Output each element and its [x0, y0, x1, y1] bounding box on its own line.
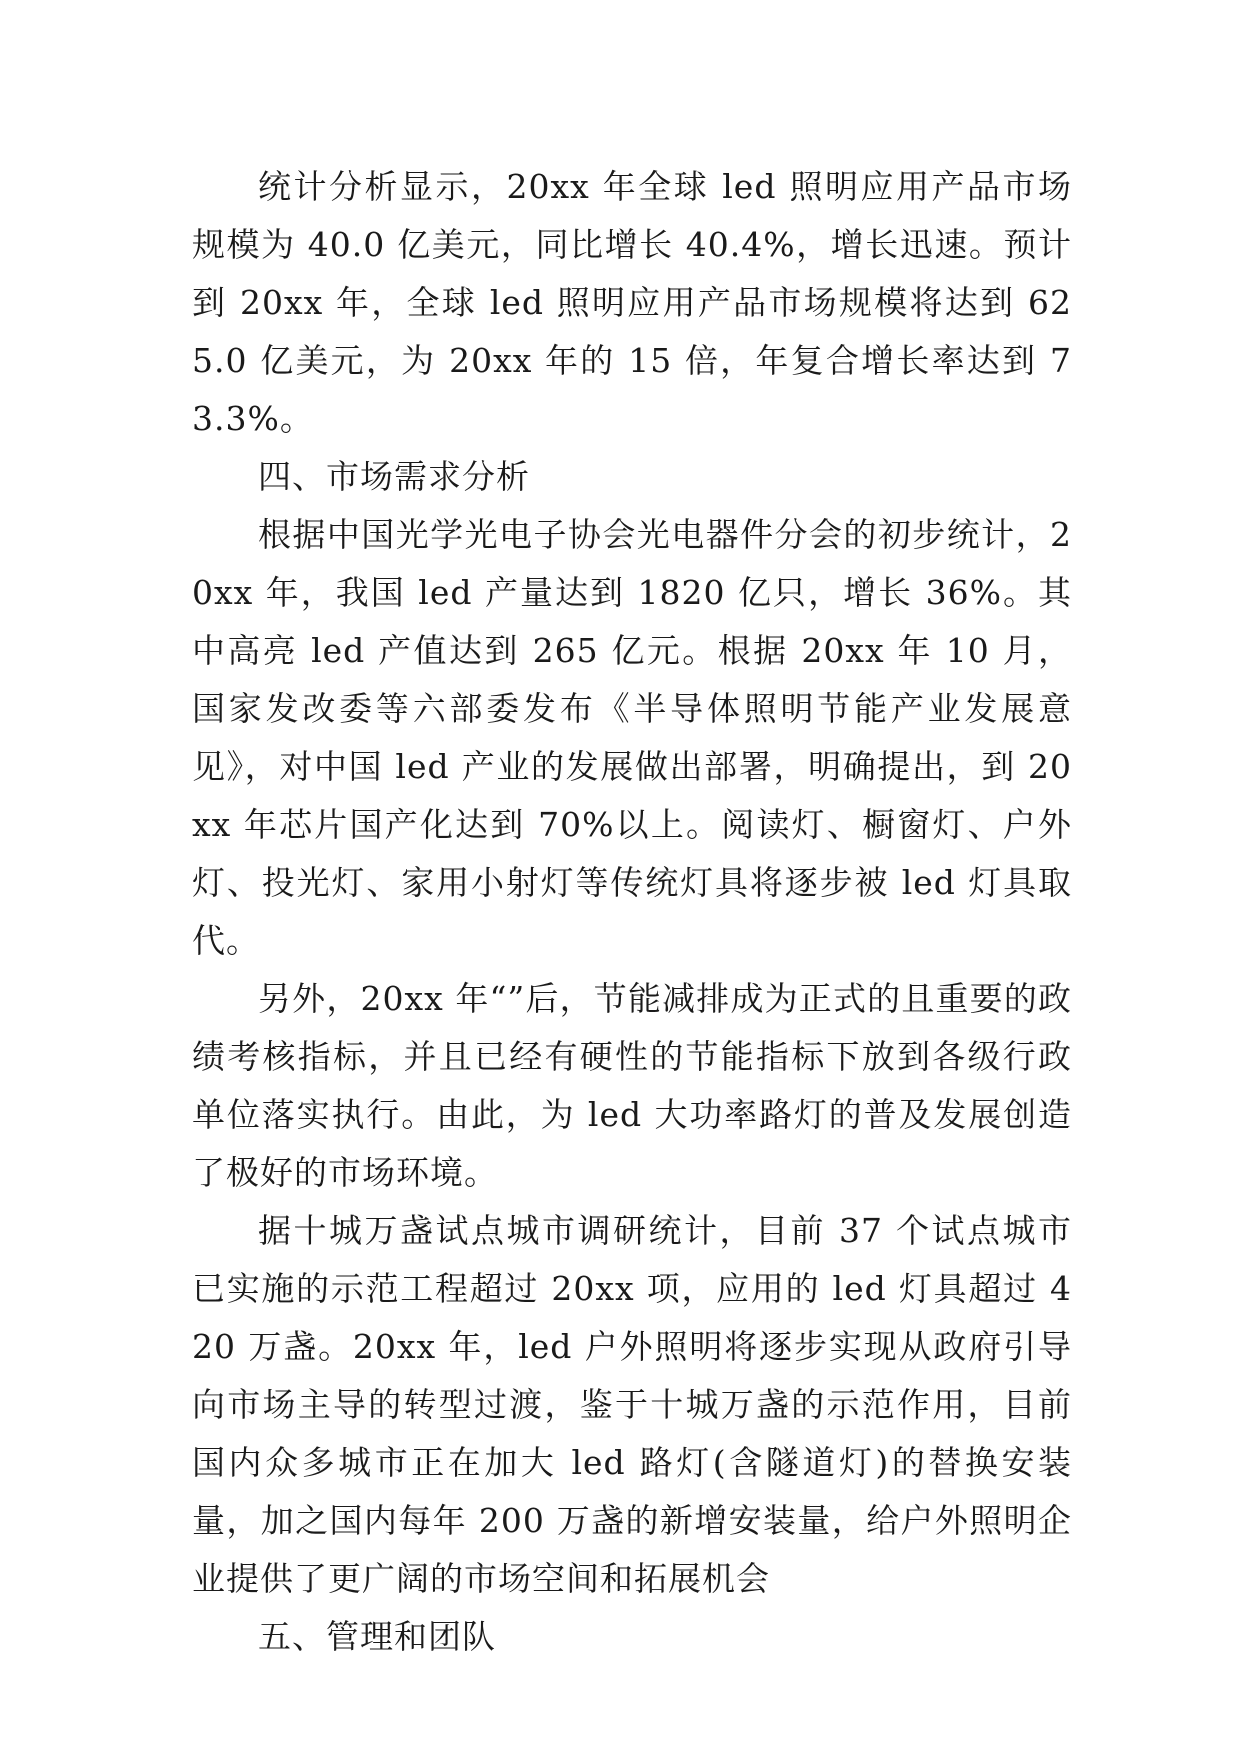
section-heading-market-demand: 四、市场需求分析 [258, 457, 530, 496]
paragraph-energy-saving-policy: 另外，20xx 年“”后，节能减排成为正式的且重要的政绩考核指标，并且已经有硬性的节能指标下放到各级行政单位落实执行。由此，为 led 大功率路灯的普及发展创造了极好的市场环境。 [192, 979, 1072, 1192]
paragraph-pilot-cities: 据十城万盏试点城市调研统计，目前 37 个试点城市已实施的示范工程超过 20xx 项，应用的 led 灯具超过 420 万盏。20xx 年，led 户外照明将逐步实现从政府引导向市场主导的转型过渡，鉴于十城万盏的示范作用，目前国内众多城市正在加大 led 路灯(含隧道灯)的替换安装量，加之国内每年 200 万盏的新增安装量，给户外照明企业提供了更广阔的市场空间和拓展机会 [192, 1211, 1072, 1598]
document-body [192, 158, 1072, 1666]
paragraph-market-size: 统计分析显示，20xx 年全球 led 照明应用产品市场规模为 40.0 亿美元，同比增长 40.4%，增长迅速。预计到 20xx 年，全球 led 照明应用产品市场规模将达到 625.0 亿美元，为 20xx 年的 15 倍，年复合增长率达到 73.3%。 [192, 167, 1072, 438]
paragraph-china-led-statistics: 根据中国光学光电子协会光电器件分会的初步统计，20xx 年，我国 led 产量达到 1820 亿只，增长 36%。其中高亮 led 产值达到 265 亿元。根据 20xx 年 10 月，国家发改委等六部委发布《半导体照明节能产业发展意见》，对中国 led 产业的发展做出部署，明确提出，到 20xx 年芯片国产化达到 70%以上。阅读灯、橱窗灯、户外灯、投光灯、家用小射灯等传统灯具将逐步被 led 灯具取代。 [192, 515, 1072, 960]
section-heading-management-team: 五、管理和团队 [258, 1617, 496, 1656]
